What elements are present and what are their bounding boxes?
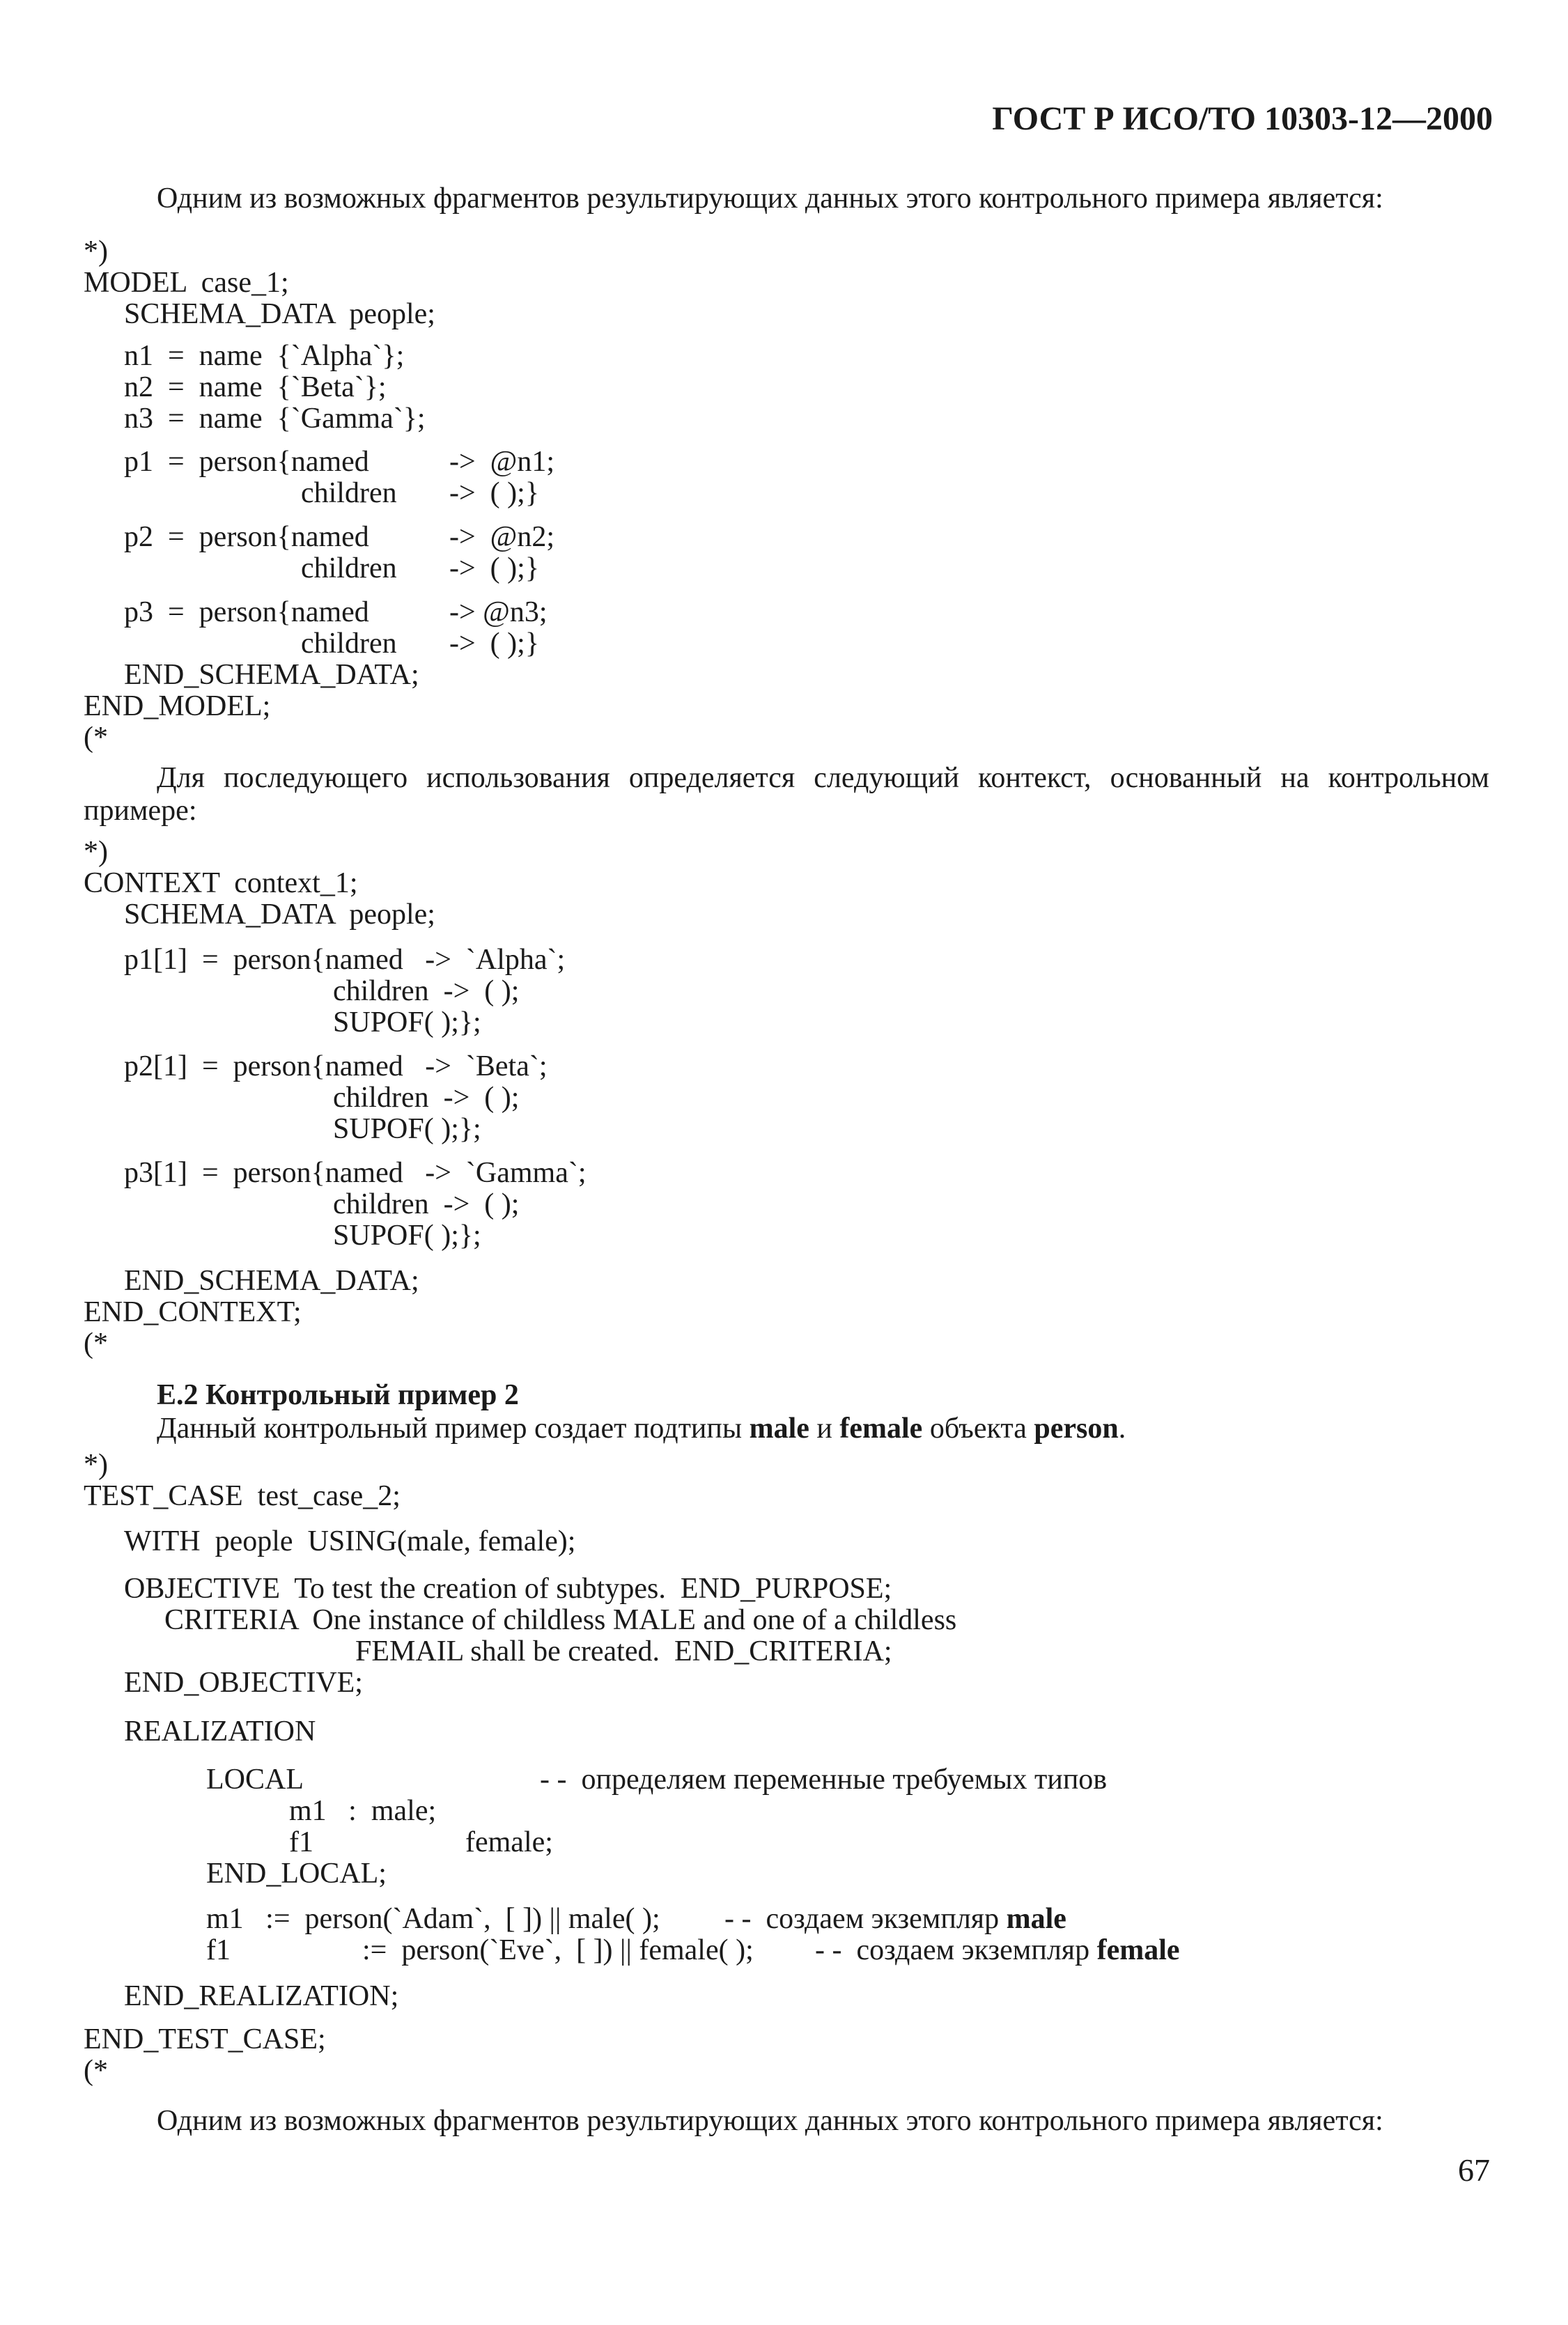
realization-line: REALIZATION — [124, 1716, 316, 1748]
n3-line: n3 = name {`Gamma`}; — [124, 403, 426, 435]
ctx-p2-supof-line: SUPOF( );}; — [333, 1113, 481, 1145]
with-line: WITH people USING(male, female); — [124, 1525, 576, 1557]
p1-children-arrow: -> ( );} — [449, 477, 539, 509]
schema-data-line-1: SCHEMA_DATA people; — [124, 298, 435, 330]
comment-close-1: (* — [84, 722, 108, 754]
end-local-line: END_LOCAL; — [206, 1858, 387, 1890]
p1-children-line: children — [301, 477, 397, 509]
local-line: LOCAL — [206, 1764, 304, 1796]
ctx-p3-supof-line: SUPOF( );}; — [333, 1220, 481, 1252]
p3-named-line: p3 = person{named — [124, 596, 369, 628]
term-person: person — [1034, 1413, 1119, 1445]
local-comment: - - определяем переменные требуемых типов — [540, 1764, 1108, 1796]
criteria-line-1: CRITERIA One instance of childless MALE and one of a childless — [164, 1604, 957, 1636]
m1-comment: - - создаем экземпляр male — [724, 1903, 1066, 1935]
context-line: CONTEXT context_1; — [84, 867, 358, 899]
comment-close-2: (* — [84, 1328, 108, 1360]
end-realization-line: END_REALIZATION; — [124, 1980, 399, 2012]
end-schema-data-line-1: END_SCHEMA_DATA; — [124, 659, 419, 691]
test-case-line: TEST_CASE test_case_2; — [84, 1480, 401, 1512]
comment-open-2: *) — [84, 836, 108, 868]
section-title: Е.2 Контрольный пример 2 — [157, 1379, 519, 1411]
f1-comment: - - создаем экземпляр female — [815, 1934, 1180, 1966]
document-header: ГОСТ Р ИСО/ТО 10303-12—2000 — [992, 100, 1493, 137]
n2-line: n2 = name {`Beta`}; — [124, 371, 387, 403]
ctx-p2-children-line: children -> ( ); — [333, 1082, 520, 1114]
term-female: female — [839, 1413, 923, 1445]
p2-named-arrow: -> @n2; — [449, 521, 555, 553]
ctx-p1-children-line: children -> ( ); — [333, 975, 520, 1007]
criteria-line-2: FEMAIL shall be created. END_CRITERIA; — [355, 1635, 892, 1667]
intro-paragraph-1: Одним из возможных фрагментов результирующих данных этого контрольного примера является: — [157, 182, 1383, 215]
p1-named-arrow: -> @n1; — [449, 446, 555, 478]
end-context-line: END_CONTEXT; — [84, 1296, 302, 1328]
ctx-p1-named-line: p1[1] = person{named -> `Alpha`; — [124, 944, 566, 976]
end-schema-data-line-2: END_SCHEMA_DATA; — [124, 1265, 419, 1297]
f1-name: f1 — [206, 1934, 231, 1966]
p3-children-arrow: -> ( );} — [449, 628, 539, 660]
p3-named-arrow: -> @n3; — [449, 596, 548, 628]
objective-line: OBJECTIVE To test the creation of subtypes. END_PURPOSE; — [124, 1573, 892, 1605]
ctx-p3-named-line: p3[1] = person{named -> `Gamma`; — [124, 1157, 587, 1189]
context-paragraph: Для последующего использования определяется следующий контекст, основанный на контрольном примере: — [84, 762, 1489, 827]
end-objective-line: END_OBJECTIVE; — [124, 1667, 363, 1699]
ctx-p1-supof-line: SUPOF( );}; — [333, 1006, 481, 1039]
section-description: Данный контрольный пример создает подтипы male и female объекта person. — [157, 1413, 1126, 1445]
f1-type: female; — [465, 1826, 553, 1858]
p2-named-line: p2 = person{named — [124, 521, 369, 553]
end-model-line: END_MODEL; — [84, 690, 271, 722]
m1-assignment: m1 := person(`Adam`, [ ]) || male( ); — [206, 1903, 660, 1935]
f1-declaration: f1 — [289, 1826, 313, 1858]
end-test-case-line: END_TEST_CASE; — [84, 2023, 326, 2055]
p2-children-arrow: -> ( );} — [449, 552, 539, 584]
schema-data-line-2: SCHEMA_DATA people; — [124, 899, 435, 931]
ctx-p2-named-line: p2[1] = person{named -> `Beta`; — [124, 1050, 548, 1082]
page-number: 67 — [1458, 2152, 1490, 2188]
f1-assignment: := person(`Eve`, [ ]) || female( ); — [362, 1934, 754, 1966]
comment-close-3: (* — [84, 2055, 108, 2087]
comment-open-1: *) — [84, 235, 108, 267]
comment-open-3: *) — [84, 1449, 108, 1481]
model-line: MODEL case_1; — [84, 267, 289, 299]
p1-named-line: p1 = person{named — [124, 446, 369, 478]
ctx-p3-children-line: children -> ( ); — [333, 1188, 520, 1220]
term-male: male — [749, 1413, 809, 1445]
intro-paragraph-2: Одним из возможных фрагментов результирующих данных этого контрольного примера является: — [157, 2105, 1383, 2137]
m1-declaration: m1 : male; — [289, 1795, 437, 1827]
p2-children-line: children — [301, 552, 397, 584]
n1-line: n1 = name {`Alpha`}; — [124, 340, 405, 372]
p3-children-line: children — [301, 628, 397, 660]
